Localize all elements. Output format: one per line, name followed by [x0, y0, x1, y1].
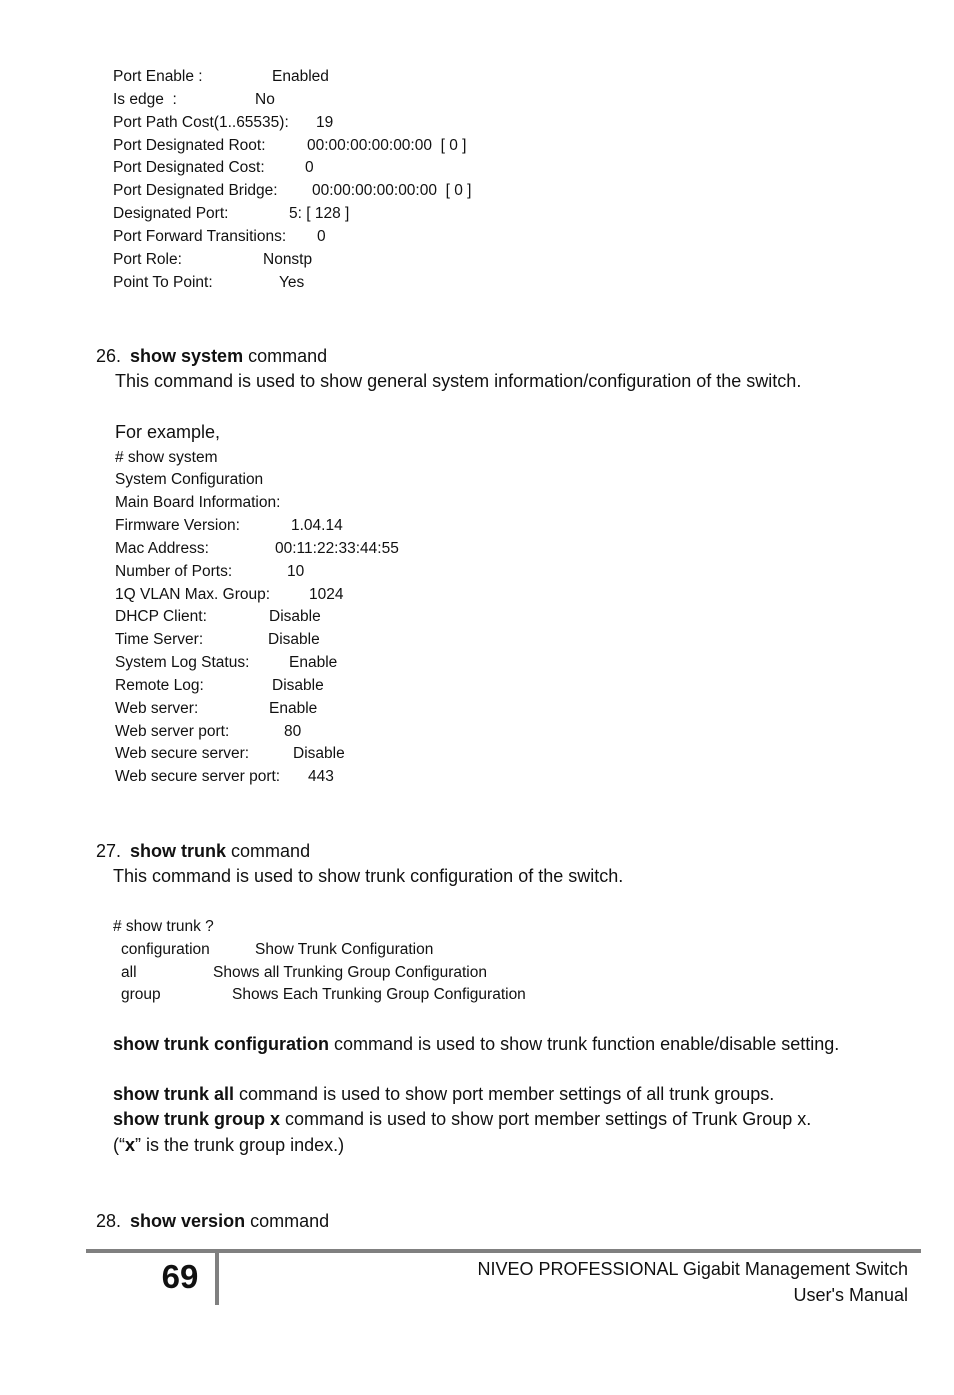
bold-variable: x [125, 1135, 136, 1155]
system-info-value: Disable [269, 608, 321, 625]
port-info-value: Enabled [272, 68, 329, 85]
system-info-value: 80 [284, 723, 302, 740]
system-info-value: Enable [289, 654, 338, 671]
footer-title [478, 1256, 909, 1308]
trunk-option-desc: Shows Each Trunking Group Configuration [232, 986, 526, 1003]
system-info-key: Firmware Version: [115, 517, 240, 534]
command-suffix: command [243, 346, 328, 366]
port-info-key: Is edge : [113, 91, 177, 108]
command-name: show system [130, 346, 244, 366]
port-info-value: 00:00:00:00:00:00 [ 0 ] [312, 182, 472, 199]
command-name: show version [130, 1211, 246, 1231]
section-27-heading [96, 841, 310, 862]
page-number: 69 [161, 1258, 199, 1295]
cli-command: # show trunk ? [113, 918, 214, 935]
section-27-description: This command is used to show trunk configuration of the switch. [113, 866, 624, 886]
trunk-option-desc: Show Trunk Configuration [255, 941, 434, 958]
system-info-value: 10 [287, 563, 305, 580]
system-info-key: Time Server: [115, 631, 204, 648]
section-28-heading [96, 1211, 329, 1232]
trunk-option-desc: Shows all Trunking Group Configuration [213, 964, 487, 981]
port-info-value: 00:00:00:00:00:00 [ 0 ] [307, 137, 467, 154]
system-info-key: Web server port: [115, 723, 230, 740]
system-info-key: DHCP Client: [115, 608, 207, 625]
paragraph-text: command is used to show trunk function enable/disable setting. [329, 1034, 840, 1054]
paragraph-text: ” is the trunk group index.) [135, 1135, 345, 1155]
port-info-value: 0 [305, 159, 314, 176]
system-info-value: 1.04.14 [291, 517, 343, 534]
example-label: For example, [115, 422, 221, 442]
command-suffix: command [245, 1211, 330, 1231]
system-info-value: Disable [272, 677, 324, 694]
port-info-value: 19 [316, 114, 334, 131]
command-name: show trunk [130, 841, 227, 861]
bold-command: show trunk configuration [113, 1034, 329, 1054]
system-info-key: System Log Status: [115, 654, 250, 671]
footer-vertical-divider [215, 1253, 219, 1305]
system-info-key: Web server: [115, 700, 199, 717]
system-info-key: Mac Address: [115, 540, 209, 557]
paragraph-text: (“ [113, 1135, 125, 1155]
bold-command: show trunk group x [113, 1109, 281, 1129]
system-info-key: Remote Log: [115, 677, 204, 694]
trunk-config-paragraph [113, 1032, 855, 1057]
trunk-group-paragraph [113, 1109, 811, 1130]
trunk-option-key: group [121, 986, 161, 1003]
port-info-value: No [255, 91, 275, 108]
section-26-description: This command is used to show general system information/configuration of the switch. [115, 371, 802, 391]
paragraph-text: command is used to show port member settings of Trunk Group x. [280, 1109, 812, 1129]
port-info-key: Point To Point: [113, 274, 213, 291]
port-info-key: Port Forward Transitions: [113, 228, 287, 245]
system-info-value: 00:11:22:33:44:55 [275, 540, 399, 557]
bold-command: show trunk all [113, 1084, 235, 1104]
trunk-option-key: configuration [121, 941, 210, 958]
output-line: Main Board Information: [115, 494, 281, 511]
port-info-value: 5: [ 128 ] [289, 205, 350, 222]
port-info-key: Port Role: [113, 251, 182, 268]
port-info-key: Port Designated Bridge: [113, 182, 278, 199]
footer-product-name: NIVEO PROFESSIONAL Gigabit Management Switch [477, 1259, 908, 1279]
port-info-key: Designated Port: [113, 205, 229, 222]
system-info-value: Enable [269, 700, 318, 717]
system-info-key: 1Q VLAN Max. Group: [115, 586, 271, 603]
trunk-option-key: all [121, 964, 137, 981]
port-info-key: Port Enable : [113, 68, 203, 85]
footer-document-type: User's Manual [793, 1285, 908, 1305]
system-info-value: Disable [293, 745, 345, 762]
system-info-value: 443 [308, 768, 334, 785]
command-suffix: command [226, 841, 311, 861]
cli-command: # show system [115, 449, 218, 466]
footer-divider [86, 1249, 921, 1253]
system-info-key: Number of Ports: [115, 563, 233, 580]
section-number: 28. [96, 1211, 122, 1231]
trunk-all-paragraph [113, 1084, 774, 1105]
port-info-key: Port Designated Root: [113, 137, 266, 154]
trunk-index-note [113, 1135, 344, 1156]
output-line: System Configuration [115, 471, 264, 488]
section-number: 27. [96, 841, 122, 861]
port-info-key: Port Designated Cost: [113, 159, 265, 176]
port-info-value: 0 [317, 228, 326, 245]
system-info-key: Web secure server port: [115, 768, 281, 785]
port-info-key: Port Path Cost(1..65535): [113, 114, 289, 131]
system-info-key: Web secure server: [115, 745, 250, 762]
system-info-value: 1024 [309, 586, 344, 603]
paragraph-text: command is used to show port member settings of all trunk groups. [234, 1084, 775, 1104]
system-info-value: Disable [268, 631, 320, 648]
port-info-value: Nonstp [263, 251, 313, 268]
section-26-heading [96, 346, 327, 367]
port-info-value: Yes [279, 274, 305, 291]
section-number: 26. [96, 346, 122, 366]
